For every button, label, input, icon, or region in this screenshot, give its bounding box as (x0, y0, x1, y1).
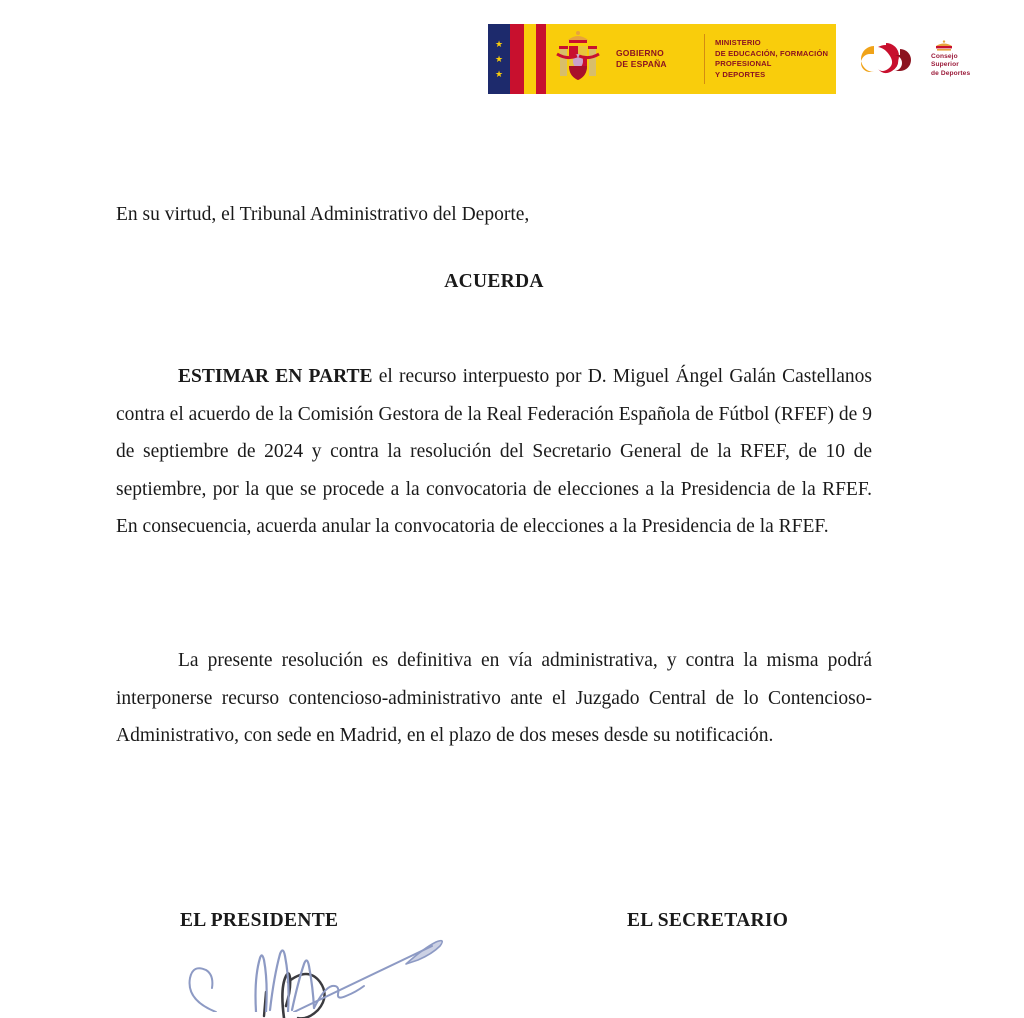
csd-text-block (931, 40, 970, 78)
spain-flag-icon (488, 24, 546, 94)
signature-section (116, 910, 906, 1011)
coat-of-arms-icon (546, 24, 610, 94)
estimar-en-parte-bold: ESTIMAR EN PARTE (178, 366, 373, 387)
secretary-signature-image (174, 930, 474, 1012)
ministerio-label-line2: DE EDUCACIÓN, FORMACIÓN PROFESIONAL (715, 48, 829, 68)
consejo-superior-de-deportes-logo (856, 28, 984, 90)
paragraph-estimar-en-parte (116, 358, 872, 546)
csd-mark-icon (856, 37, 928, 81)
csd-label-line1: Consejo (931, 52, 958, 60)
csd-label-line3: de Deportes (931, 69, 971, 77)
paragraph-1-text: el recurso interpuesto por D. Miguel Ángel Galán Castellanos contra el acuerdo de la Comisión Gestora de la Real Federación Española de Fútbol (RFEF) de 9 de septiembre de 2024 y contra la resolución del Secretario General de la RFEF, de 10 de septiembre, por la que se procede a la convocatoria de elecciones a la Presidencia de la RFEF. En consecuencia, acuerda anular la convocatoria de elecciones a la Presidencia de la RFEF. (116, 366, 872, 537)
eu-star-icon: ★ (494, 39, 504, 49)
gobierno-label-line2: DE ESPAÑA (616, 59, 667, 69)
flag-red-band (536, 24, 546, 94)
ministerio-label-line1: MINISTERIO (715, 38, 761, 47)
csd-label-line2: Superior (931, 61, 959, 69)
csd-label (931, 53, 970, 78)
crown-icon (933, 40, 955, 52)
president-label: EL PRESIDENTE (180, 910, 339, 931)
acuerda-heading: ACUERDA (444, 271, 544, 292)
secretary-signature-block (627, 910, 788, 932)
logo-divider (704, 34, 705, 84)
gobierno-de-espana-label (616, 48, 702, 70)
eu-flag-icon (488, 24, 510, 94)
paragraph-resolucion-definitiva: La presente resolución es definitiva en vía administrativa, y contra la misma podrá interponerse recurso contencioso-administrativo ante el Juzgado Central de lo Contencioso-Administrativo, con sede en Madrid, en el plazo de dos meses desde su notificación. (116, 650, 872, 746)
intro-line: En su virtud, el Tribunal Administrativo del Deporte, (116, 204, 530, 225)
president-signature-block (180, 910, 338, 932)
document-header (0, 24, 1024, 94)
secretary-label: EL SECRETARIO (627, 910, 789, 931)
flag-yellow-band (524, 24, 536, 94)
gobierno-de-espana-logo (488, 24, 836, 94)
gov-logo-text-block (610, 24, 836, 94)
ministerio-label (715, 38, 836, 80)
flag-red-band (510, 24, 524, 94)
eu-star-icon: ★ (494, 54, 504, 64)
eu-star-icon: ★ (494, 69, 504, 79)
gobierno-label-line1: GOBIERNO (616, 48, 664, 58)
ministerio-label-line3: Y DEPORTES (715, 69, 766, 79)
